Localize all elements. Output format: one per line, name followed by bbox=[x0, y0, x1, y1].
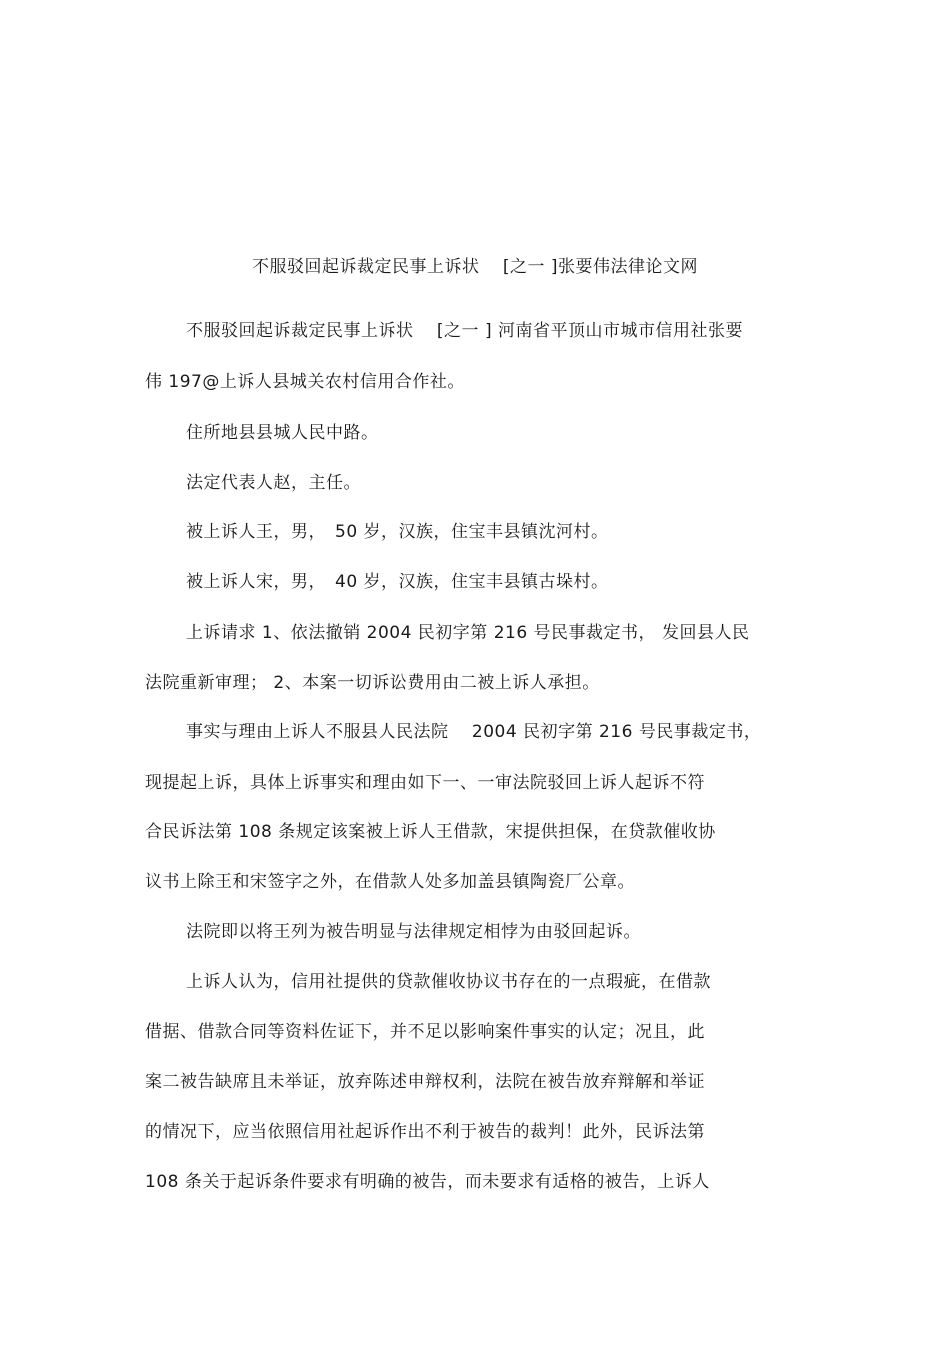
text-line: 现提起上诉，具体上诉事实和理由如下一、一审法院驳回上诉人起诉不符 bbox=[145, 773, 705, 793]
text-line: 被上诉人宋，男， 40 岁，汉族，住宝丰县镇古垛村。 bbox=[186, 572, 609, 592]
text-line: 议书上除王和宋签字之外，在借款人处多加盖县镇陶瓷厂公章。 bbox=[145, 872, 635, 892]
text-line: 法定代表人赵，主任。 bbox=[186, 473, 361, 493]
text-line: 住所地县县城人民中路。 bbox=[186, 423, 379, 443]
text-line: 法院重新审理； 2、本案一切诉讼费用由二被上诉人承担。 bbox=[145, 673, 600, 693]
text-line: 上诉人认为，信用社提供的贷款催收协议书存在的一点瑕疵，在借款 bbox=[186, 972, 711, 992]
document-title: 不服驳回起诉裁定民事上诉状 [之一 ]张要伟法律论文网 bbox=[251, 257, 699, 277]
text-line: 案二被告缺席且未举证，放弃陈述申辩权利，法院在被告放弃辩解和举证 bbox=[145, 1072, 705, 1092]
text-line: 被上诉人王，男， 50 岁，汉族，住宝丰县镇沈河村。 bbox=[186, 522, 609, 542]
text-line: 上诉请求 1、依法撤销 2004 民初字第 216 号民事裁定书， 发回县人民 bbox=[186, 623, 750, 643]
text-line: 伟 197@上诉人县城关农村信用合作社。 bbox=[145, 372, 465, 392]
text-line: 事实与理由上诉人不服县人民法院 2004 民初字第 216 号民事裁定书， bbox=[186, 722, 762, 742]
text-line: 借据、借款合同等资料佐证下，并不足以影响案件事实的认定；况且，此 bbox=[145, 1022, 705, 1042]
text-line: 不服驳回起诉裁定民事上诉状 [之一 ] 河南省平顶山市城市信用社张要 bbox=[186, 321, 743, 341]
text-line: 合民诉法第 108 条规定该案被上诉人王借款，宋提供担保，在贷款催收协 bbox=[145, 822, 716, 842]
text-line: 的情况下，应当依照信用社起诉作出不利于被告的裁判！此外，民诉法第 bbox=[145, 1122, 705, 1142]
text-line: 法院即以将王列为被告明显与法律规定相悖为由驳回起诉。 bbox=[186, 922, 641, 942]
text-line: 108 条关于起诉条件要求有明确的被告，而未要求有适格的被告，上诉人 bbox=[145, 1172, 710, 1192]
